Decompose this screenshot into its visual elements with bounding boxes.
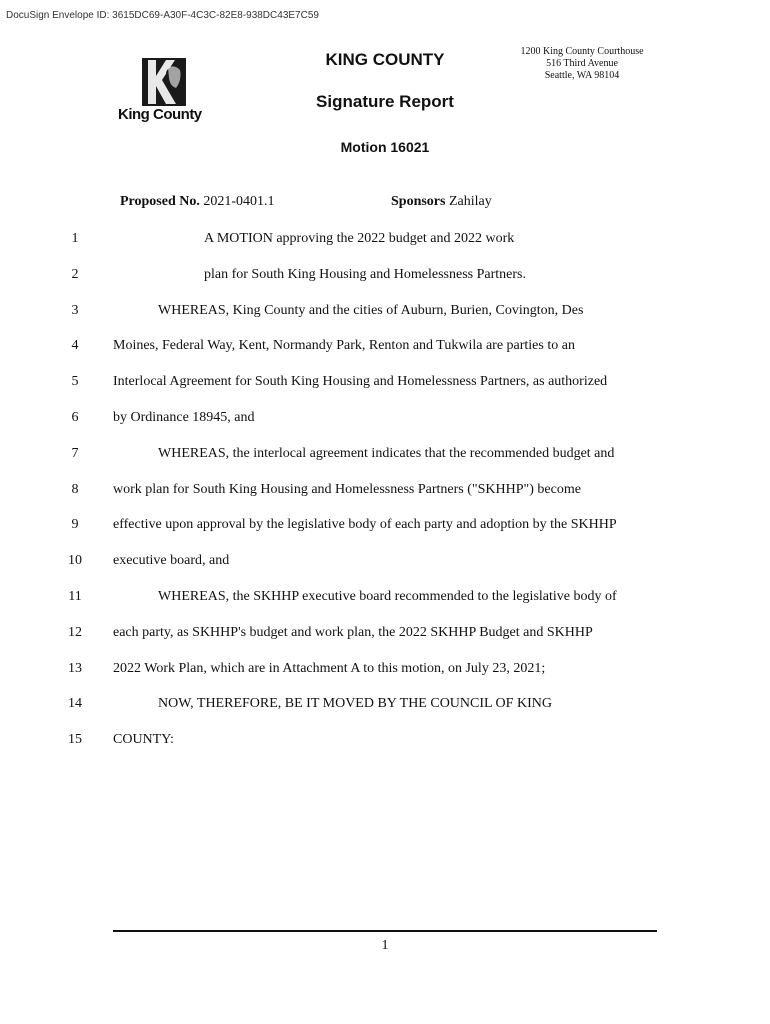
envelope-id: DocuSign Envelope ID: 3615DC69-A30F-4C3C-82E8-938DC43E7C59 [6, 10, 319, 21]
line-number: 4 [71, 338, 79, 354]
document-line [0, 265, 770, 285]
document-line [0, 623, 770, 643]
logo-text: King County [118, 106, 202, 123]
line-number: 3 [71, 302, 79, 318]
line-number: 5 [71, 374, 79, 390]
document-line [0, 444, 770, 464]
address-line: 516 Third Avenue [546, 58, 618, 69]
proposed-value: 2021-0401.1 [203, 194, 275, 209]
line-number: 15 [68, 732, 82, 748]
line-number: 9 [71, 517, 79, 533]
line-text: effective upon approval by the legislative body of each party and adoption by the SKHHP [113, 517, 617, 533]
footer-divider [113, 930, 657, 932]
line-number: 2 [71, 266, 79, 282]
proposed-label: Proposed No. [120, 194, 200, 209]
line-text: NOW, THEREFORE, BE IT MOVED BY THE COUNCIL OF KING [158, 696, 552, 712]
document-line [0, 480, 770, 500]
document-line [0, 694, 770, 714]
document-line [0, 515, 770, 535]
line-text: 2022 Work Plan, which are in Attachment A to this motion, on July 23, 2021; [113, 660, 546, 676]
page-number: 1 [381, 938, 389, 953]
line-text: by Ordinance 18945, and [113, 410, 255, 425]
address-line: Seattle, WA 98104 [544, 70, 620, 81]
county-title: KING COUNTY [325, 50, 445, 69]
proposed-number [120, 194, 275, 210]
line-number: 12 [68, 624, 82, 640]
line-text: plan for South King Housing and Homelessness Partners. [204, 266, 526, 282]
sponsors [391, 194, 492, 210]
line-text: executive board, and [113, 553, 230, 569]
document-line [0, 659, 770, 679]
document-line [0, 587, 770, 607]
line-number: 14 [68, 696, 82, 712]
motion-number: Motion 16021 [340, 139, 430, 155]
line-text: WHEREAS, the interlocal agreement indicates that the recommended budget and [158, 445, 615, 461]
sponsors-value: Zahilay [448, 194, 492, 209]
king-county-logo [118, 58, 214, 128]
line-number: 6 [71, 410, 79, 425]
line-number: 13 [68, 660, 82, 676]
line-text: Moines, Federal Way, Kent, Normandy Park, Renton and Tukwila are parties to an [113, 338, 575, 354]
document-line [0, 372, 770, 392]
line-number: 8 [71, 481, 79, 497]
document-line [0, 336, 770, 356]
line-number: 11 [68, 589, 82, 604]
line-text: WHEREAS, the SKHHP executive board recommended to the legislative body of [158, 589, 617, 604]
document-line [0, 408, 770, 428]
line-number: 1 [71, 231, 79, 246]
document-line [0, 229, 770, 249]
line-text: work plan for South King Housing and Homelessness Partners ("SKHHP") become [113, 481, 581, 497]
line-text: each party, as SKHHP's budget and work plan, the 2022 SKHHP Budget and SKHHP [113, 624, 593, 640]
document-line [0, 301, 770, 321]
document-line [0, 551, 770, 571]
line-text: Interlocal Agreement for South King Housing and Homelessness Partners, as authorized [113, 374, 608, 390]
address-line: 1200 King County Courthouse [520, 46, 644, 57]
report-title: Signature Report [316, 92, 454, 111]
line-number: 10 [68, 553, 82, 569]
line-text: A MOTION approving the 2022 budget and 2022 work [204, 231, 515, 246]
line-number: 7 [71, 445, 79, 461]
line-text: WHEREAS, King County and the cities of Auburn, Burien, Covington, Des [158, 302, 584, 318]
address-block [500, 46, 664, 82]
sponsors-label: Sponsors [391, 194, 446, 209]
king-county-logo-icon [142, 58, 186, 106]
line-text: COUNTY: [113, 732, 174, 748]
document-line [0, 730, 770, 750]
